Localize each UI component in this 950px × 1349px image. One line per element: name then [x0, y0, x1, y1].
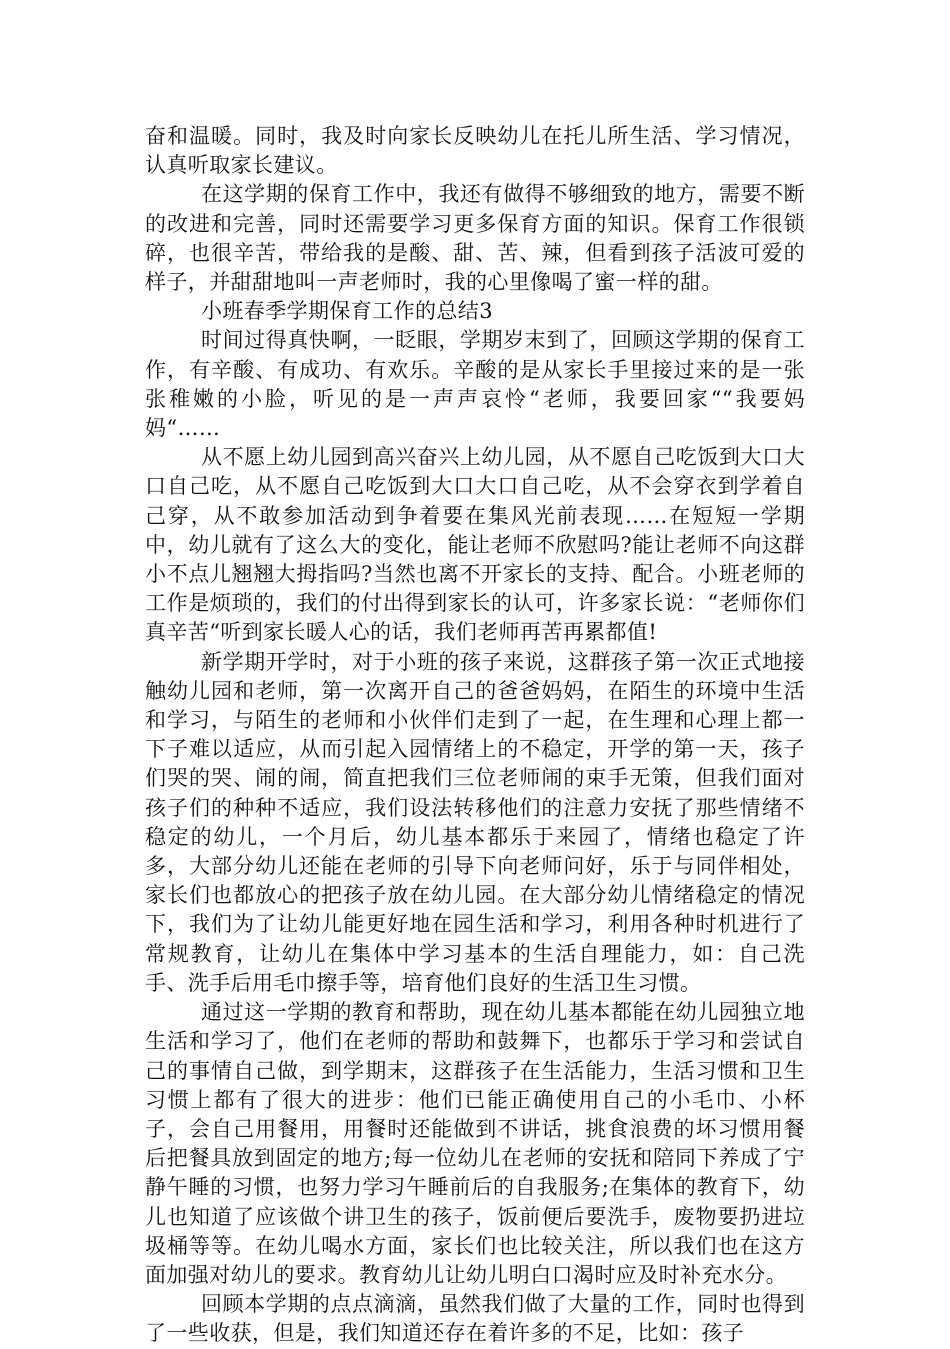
paragraph-4: 从不愿上幼儿园到高兴奋兴上幼儿园，从不愿自己吃饭到大口大口自己吃，从不愿自己吃饭到大口大口自己吃，从不会穿衣到学着自己穿，从不敢参加活动到争着要在集风光前表现……在短短一学期中，幼儿就有了这么大的变化，能让老师不欣慰吗?能让老师不向这群小不点儿翘翘大拇指吗?当然也离不开家长的支持、配合。小班老师的工作是烦琐的，我们的付出得到家长的认可，许多家长说：“老师你们真辛苦“听到家长暖人心的话，我们老师再苦再累都值!	[145, 445, 805, 645]
paragraph-2: 在这学期的保育工作中，我还有做得不够细致的地方，需要不断的改进和完善，同时还需要学习更多保育方面的知识。保育工作很锁碎，也很辛苦，带给我的是酸、甜、苦、辣，但看到孩子活波可爱的样子，并甜甜地叫一声老师时，我的心里像喝了蜜一样的甜。	[145, 182, 805, 295]
paragraph-3: 时间过得真快啊，一眨眼，学期岁末到了，回顾这学期的保育工作，有辛酸、有成功、有欢乐。辛酸的是从家长手里接过来的是一张张稚嫩的小脸，听见的是一声声哀怜“老师，我要回家““我要妈妈“……	[145, 328, 805, 441]
paragraph-7: 回顾本学期的点点滴滴，虽然我们做了大量的工作，同时也得到了一些收获，但是，我们知道还存在着许多的不足，比如：孩子	[145, 1292, 805, 1346]
paragraph-5: 新学期开学时，对于小班的孩子来说，这群孩子第一次正式地接触幼儿园和老师，第一次离开自己的爸爸妈妈，在陌生的环境中生活和学习，与陌生的老师和小伙伴们走到了一起，在生理和心理上都一下子难以适应，从而引起入园情绪上的不稳定，开学的第一天，孩子们哭的哭、闹的闹，简直把我们三位老师闹的束手无策，但我们面对孩子们的种种不适应，我们设法转移他们的注意力安抚了那些情绪不稳定的幼儿，一个月后，幼儿基本都乐于来园了，情绪也稳定了许多，大部分幼儿还能在老师的引导下向老师问好，乐于与同伴相处，家长们也都放心的把孩子放在幼儿园。在大部分幼儿情绪稳定的情况下，我们为了让幼儿能更好地在园生活和学习，利用各种时机进行了常规教育，让幼儿在集体中学习基本的生活自理能力，如：自己洗手、洗手后用毛巾擦手等，培育他们良好的生活卫生习惯。	[145, 649, 805, 995]
document-body	[145, 122, 805, 1349]
section-heading: 小班春季学期保育工作的总结3	[201, 299, 493, 324]
paragraph-6: 通过这一学期的教育和帮助，现在幼儿基本都能在幼儿园独立地生活和学习了，他们在老师的帮助和鼓舞下，也都乐于学习和尝试自己的事情自己做，到学期末，这群孩子在生活能力，生活习惯和卫生习惯上都有了很大的进步：他们已能正确使用自己的小毛巾、小杯子，会自己用餐用，用餐时还能做到不讲话，挑食浪费的坏习惯用餐后把餐具放到固定的地方;每一位幼儿在老师的安抚和陪同下养成了宁静午睡的习惯，也努力学习午睡前后的自我服务;在集体的教育下，幼儿也知道了应该做个讲卫生的孩子，饭前便后要洗手，废物要扔进垃圾桶等等。在幼儿喝水方面，家长们也比较关注，所以我们也在这方面加强对幼儿的要求。教育幼儿让幼儿明白口渴时应及时补充水分。	[145, 1000, 805, 1287]
paragraph-1: 奋和温暖。同时，我及时向家长反映幼儿在托儿所生活、学习情况，认真听取家长建议。	[145, 124, 805, 178]
